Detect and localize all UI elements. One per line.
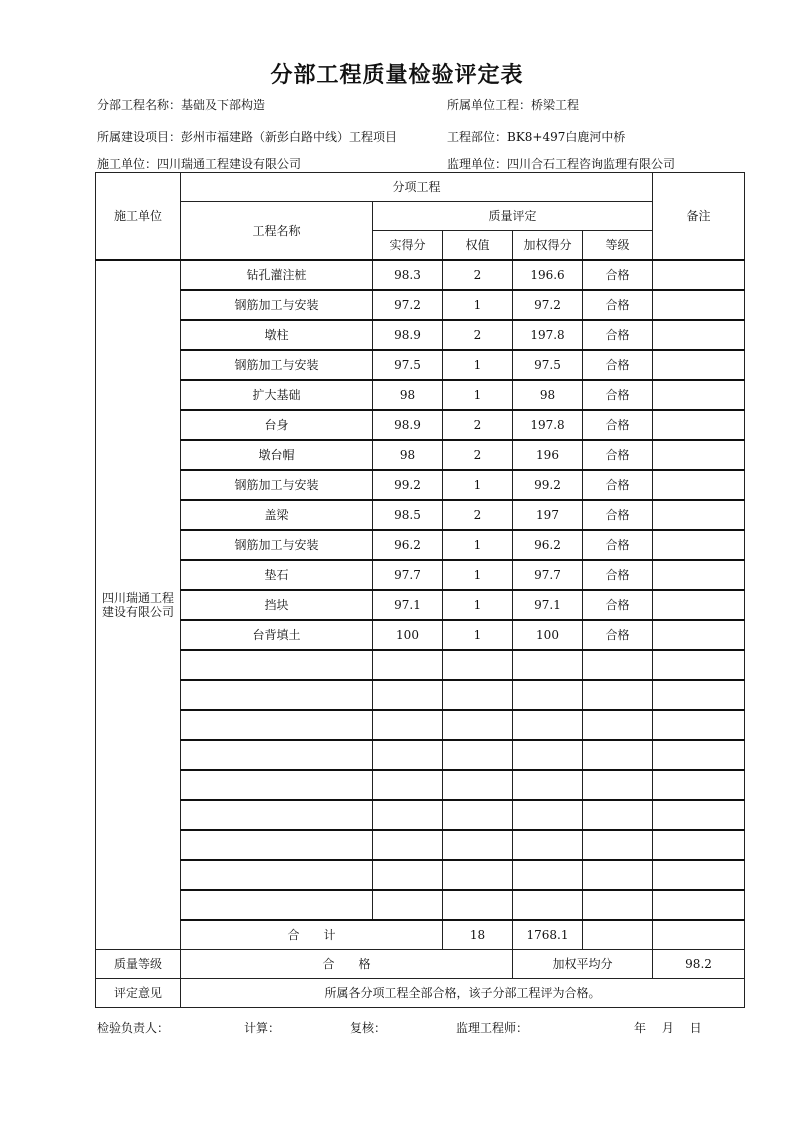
item-grade [583,830,653,860]
item-weight: 1 [443,290,513,320]
table-row [96,860,745,890]
item-score: 100 [373,620,443,650]
item-score [373,710,443,740]
item-grade: 合格 [583,440,653,470]
header-sub-project: 分项工程 [181,173,653,202]
item-name [181,740,373,770]
item-name: 墩台帽 [181,440,373,470]
item-remark [653,590,745,620]
item-remark [653,710,745,740]
item-weight [443,710,513,740]
evaluation-table [95,172,745,1008]
item-grade: 合格 [583,380,653,410]
item-name: 台背填土 [181,620,373,650]
quality-grade-value: 合 格 [181,950,513,979]
footer-date: 年 月 日 [634,1021,702,1035]
opinion-value: 所属各分项工程全部合格，该子分部工程评为合格。 [181,979,745,1008]
item-name: 挡块 [181,590,373,620]
item-name [181,650,373,680]
item-grade [583,680,653,710]
item-name: 扩大基础 [181,380,373,410]
item-name [181,800,373,830]
item-grade [583,800,653,830]
header-grade: 等级 [583,231,653,261]
total-label: 合 计 [181,920,443,950]
table-row [96,350,745,380]
item-score: 97.2 [373,290,443,320]
footer-engineer: 监理工程师： [456,1021,529,1035]
total-weighted: 1768.1 [513,920,583,950]
total-grade [583,920,653,950]
item-score [373,770,443,800]
contractor: 施工单位：四川瑞通工程建设有限公司 [97,157,302,171]
total-remark [653,920,745,950]
item-score: 98.3 [373,260,443,290]
item-score [373,740,443,770]
table-row [96,500,745,530]
item-weighted [513,680,583,710]
item-weight: 1 [443,560,513,590]
item-name: 钢筋加工与安装 [181,470,373,500]
item-weighted: 196 [513,440,583,470]
item-score [373,890,443,920]
item-grade [583,770,653,800]
item-remark [653,680,745,710]
opinion-row [96,979,745,1008]
item-grade: 合格 [583,410,653,440]
item-weighted: 97.5 [513,350,583,380]
item-grade: 合格 [583,470,653,500]
item-weight [443,830,513,860]
item-weight [443,860,513,890]
total-weight: 18 [443,920,513,950]
unit-name [96,260,181,950]
table-row [96,410,745,440]
table-row [96,530,745,560]
item-remark [653,290,745,320]
item-name [181,680,373,710]
item-weight [443,650,513,680]
table-row [96,320,745,350]
item-remark [653,410,745,440]
item-remark [653,470,745,500]
item-score [373,650,443,680]
project-location: 工程部位：BK8+497白鹿河中桥 [447,130,626,144]
item-name [181,710,373,740]
item-weight: 2 [443,440,513,470]
item-name: 垫石 [181,560,373,590]
item-grade [583,650,653,680]
table-row [96,650,745,680]
table-row [96,560,745,590]
item-grade: 合格 [583,320,653,350]
item-grade: 合格 [583,500,653,530]
item-grade: 合格 [583,530,653,560]
item-weight [443,890,513,920]
item-weight [443,740,513,770]
weighted-avg-label: 加权平均分 [513,950,653,979]
construction-project: 所属建设项目：彭州市福建路（新彭白路中线）工程项目 [97,130,398,144]
item-remark [653,770,745,800]
item-weight: 1 [443,350,513,380]
item-score: 98.9 [373,320,443,350]
item-grade [583,710,653,740]
header-weighted: 加权得分 [513,231,583,261]
table-row [96,740,745,770]
item-weight [443,680,513,710]
item-weight: 2 [443,410,513,440]
unit-name-line1: 四川瑞通工程 [101,591,174,605]
item-weighted [513,800,583,830]
item-weighted [513,710,583,740]
item-name [181,860,373,890]
item-weighted: 96.2 [513,530,583,560]
table-row [96,440,745,470]
item-name [181,830,373,860]
item-weighted: 196.6 [513,260,583,290]
item-remark [653,740,745,770]
item-remark [653,860,745,890]
item-score [373,860,443,890]
total-row [96,920,745,950]
item-score [373,800,443,830]
quality-grade-label: 质量等级 [96,950,181,979]
footer-calc: 计算： [244,1021,281,1035]
item-weighted: 197.8 [513,320,583,350]
table-row [96,260,745,290]
item-weighted: 97.2 [513,290,583,320]
item-score [373,830,443,860]
project-name: 分部工程名称：基础及下部构造 [97,98,266,112]
item-score: 98 [373,380,443,410]
item-weight: 2 [443,320,513,350]
item-weight: 1 [443,530,513,560]
unit-name-line2: 建设有限公司 [101,605,174,619]
item-name: 台身 [181,410,373,440]
item-weighted: 97.1 [513,590,583,620]
item-grade: 合格 [583,260,653,290]
item-weight [443,770,513,800]
opinion-label: 评定意见 [96,979,181,1008]
item-score: 98 [373,440,443,470]
unit-project: 所属单位工程：桥梁工程 [447,98,580,112]
item-name: 钢筋加工与安装 [181,530,373,560]
quality-row [96,950,745,979]
footer-review: 复核： [350,1021,387,1035]
item-name [181,890,373,920]
item-remark [653,800,745,830]
table-row [96,710,745,740]
item-remark [653,350,745,380]
item-remark [653,650,745,680]
item-weighted: 197 [513,500,583,530]
item-name: 钢筋加工与安装 [181,350,373,380]
item-weighted [513,890,583,920]
item-score: 97.5 [373,350,443,380]
item-remark [653,260,745,290]
item-grade [583,860,653,890]
item-weighted [513,860,583,890]
header-remark: 备注 [653,173,745,261]
item-weighted: 100 [513,620,583,650]
header-name: 工程名称 [181,202,373,261]
item-score: 97.1 [373,590,443,620]
page-title: 分部工程质量检验评定表 [270,63,524,88]
item-weighted: 98 [513,380,583,410]
item-weight: 1 [443,470,513,500]
header-quality: 质量评定 [373,202,653,231]
item-grade: 合格 [583,290,653,320]
item-weight: 2 [443,260,513,290]
item-weight: 2 [443,500,513,530]
item-score: 98.9 [373,410,443,440]
item-remark [653,560,745,590]
header-score: 实得分 [373,231,443,261]
table-row [96,680,745,710]
item-name: 墩柱 [181,320,373,350]
item-score [373,680,443,710]
item-remark [653,830,745,860]
item-grade: 合格 [583,590,653,620]
header-weight: 权值 [443,231,513,261]
table-row [96,380,745,410]
item-remark [653,890,745,920]
item-weighted: 97.7 [513,560,583,590]
table-row [96,800,745,830]
item-remark [653,320,745,350]
item-score: 99.2 [373,470,443,500]
item-weighted [513,650,583,680]
item-weight: 1 [443,620,513,650]
item-remark [653,440,745,470]
item-weight [443,800,513,830]
item-grade [583,740,653,770]
table-row [96,590,745,620]
weighted-avg-value: 98.2 [653,950,745,979]
item-weighted: 99.2 [513,470,583,500]
item-remark [653,530,745,560]
table-row [96,890,745,920]
table-row [96,830,745,860]
item-remark [653,500,745,530]
table-row [96,620,745,650]
item-grade [583,890,653,920]
supervisor: 监理单位：四川合石工程咨询监理有限公司 [447,157,676,171]
item-weight: 1 [443,380,513,410]
item-remark [653,620,745,650]
item-grade: 合格 [583,620,653,650]
item-name: 盖梁 [181,500,373,530]
item-weighted [513,770,583,800]
item-remark [653,380,745,410]
table-row [96,770,745,800]
table-row [96,470,745,500]
item-weighted [513,830,583,860]
item-grade: 合格 [583,560,653,590]
item-score: 97.7 [373,560,443,590]
item-weighted [513,740,583,770]
item-name [181,770,373,800]
item-name: 钻孔灌注桩 [181,260,373,290]
item-score: 98.5 [373,500,443,530]
table-row [96,290,745,320]
item-score: 96.2 [373,530,443,560]
item-weight: 1 [443,590,513,620]
item-grade: 合格 [583,350,653,380]
item-weighted: 197.8 [513,410,583,440]
header-unit: 施工单位 [96,173,181,261]
item-name: 钢筋加工与安装 [181,290,373,320]
footer-inspector: 检验负责人： [97,1021,170,1035]
